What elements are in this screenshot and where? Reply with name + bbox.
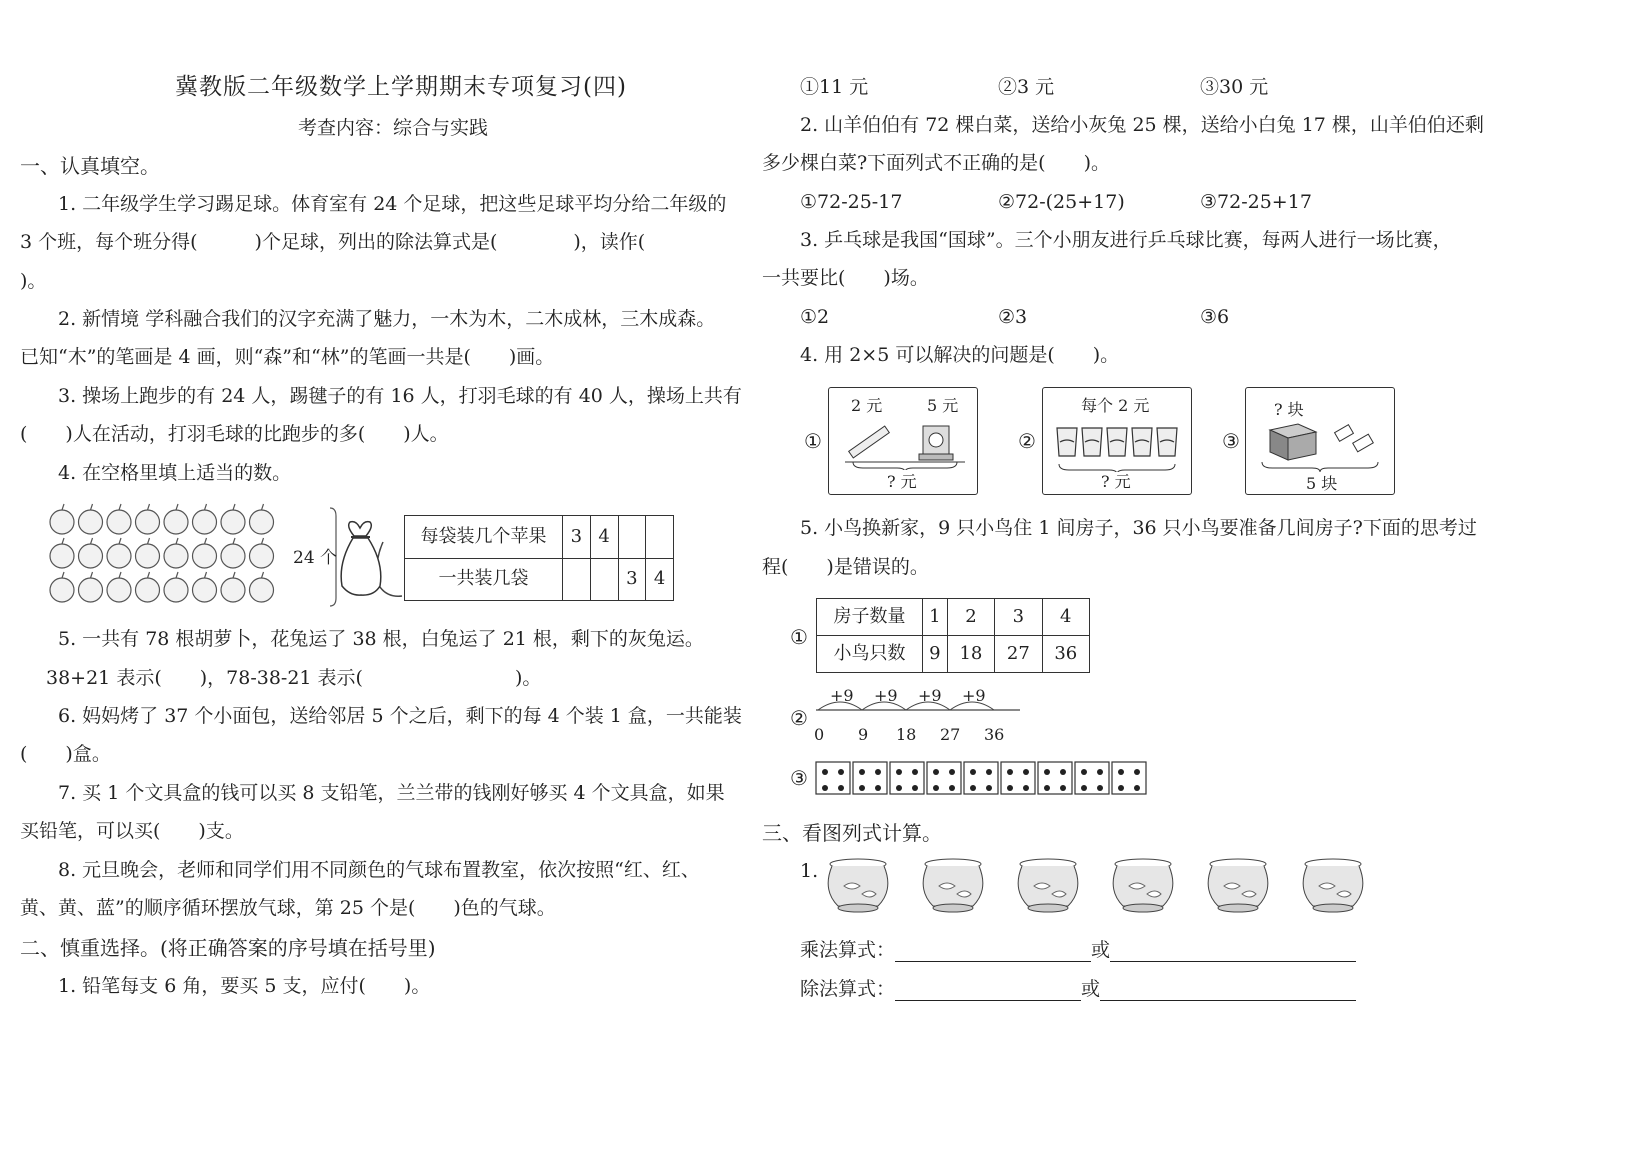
box-bottom-label: 5 块 — [1306, 474, 1338, 493]
table-cell: 2 — [947, 599, 994, 636]
fishbowl-row — [820, 856, 1380, 920]
answer-blank[interactable] — [1100, 980, 1356, 1001]
s2-q2-line2: 多少棵白菜?下面列式不正确的是( )。 — [762, 152, 1111, 174]
apple-icon — [221, 504, 245, 534]
apple-icon — [193, 504, 217, 534]
dot-square — [1112, 762, 1146, 794]
box-bottom-label: ? 元 — [887, 472, 917, 491]
tick-label: 0 — [814, 725, 825, 744]
s2-q2-option[interactable]: ③72-25+17 — [1200, 191, 1312, 213]
dot-square — [816, 762, 850, 794]
tick-label: 9 — [858, 725, 869, 744]
table-cell[interactable] — [563, 558, 591, 601]
s2-q4-text: 4. 用 2×5 可以解决的问题是( )。 — [800, 344, 1120, 366]
apple-icon — [107, 504, 131, 534]
ruler-icon — [849, 426, 890, 458]
s1-q1-line1: 1. 二年级学生学习踢足球。体育室有 24 个足球，把这些足球平均分给二年级的 — [58, 193, 727, 215]
s1-q1-line3: )。 — [20, 270, 47, 292]
box-top-label: 每个 2 元 — [1081, 396, 1150, 415]
dot-square — [1075, 762, 1109, 794]
box-top-label: ? 块 — [1274, 400, 1304, 419]
apple-icon — [250, 504, 274, 534]
s2-q1-option[interactable]: ①11 元 — [800, 76, 869, 98]
s2-q1-option[interactable]: ③30 元 — [1200, 76, 1269, 98]
section2-heading: 二、慎重选择。(将正确答案的序号填在括号里) — [20, 936, 436, 960]
answer-blank[interactable] — [895, 941, 1091, 962]
s1-q6-line1: 6. 妈妈烤了 37 个小面包，送给邻居 5 个之后，剩下的每 4 个装 1 盒，一共能装 — [58, 705, 742, 727]
table-cell: 4 — [1042, 599, 1089, 636]
apple-icon — [136, 538, 160, 568]
s1-q8-line2: 黄、黄、蓝”的顺序循环摆放气球，第 25 个是( )色的气球。 — [20, 897, 556, 919]
s2-q3-option[interactable]: ②3 — [998, 306, 1028, 328]
option-marker[interactable]: ② — [1018, 429, 1036, 453]
s3-q1-number: 1. — [800, 860, 819, 882]
s1-q2-line2: 已知“木”的笔画是 4 画，则“森”和“林”的笔画一共是( )画。 — [20, 346, 555, 368]
apple-table — [404, 515, 674, 601]
div-label-text: 除法算式： — [800, 978, 896, 1000]
dot-square — [1038, 762, 1072, 794]
table-cell: 4 — [590, 516, 618, 559]
fishbowl-icon — [923, 859, 983, 912]
fishbowl-icon — [1113, 859, 1173, 912]
table-cell: 1 — [923, 599, 948, 636]
fishbowl-icon — [1018, 859, 1078, 912]
table-cell: 4 — [646, 558, 674, 601]
table-cell[interactable] — [646, 516, 674, 559]
apple-icon — [164, 538, 188, 568]
apple-icon — [79, 504, 103, 534]
s2-q1-text: 1. 铅笔每支 6 角，要买 5 支，应付( )。 — [58, 975, 431, 997]
s2-q5-line1: 5. 小鸟换新家，9 只小鸟住 1 间房子，36 只小鸟要准备几间房子?下面的思考过 — [800, 517, 1477, 539]
answer-blank[interactable] — [1110, 941, 1356, 962]
table-cell: 3 — [995, 599, 1042, 636]
s2-q3-option[interactable]: ③6 — [1200, 306, 1230, 328]
apple-icon — [193, 572, 217, 602]
dot-squares — [814, 760, 1154, 796]
jump-label: +9 — [918, 686, 942, 705]
dot-square — [1001, 762, 1035, 794]
fishbowl-icon — [1208, 859, 1268, 912]
dot-square — [853, 762, 887, 794]
s2-q2-option[interactable]: ②72-(25+17) — [998, 191, 1125, 213]
table-row-label: 小鸟只数 — [817, 636, 923, 673]
table-row-label: 每袋装几个苹果 — [405, 516, 563, 559]
s1-q5-line1: 5. 一共有 78 根胡萝卜，花兔运了 38 根，白兔运了 21 根，剩下的灰兔运。 — [58, 628, 704, 650]
s2-q3-line2: 一共要比( )场。 — [762, 267, 929, 289]
option-marker[interactable]: ② — [790, 706, 808, 730]
or-text: 或 — [1081, 978, 1101, 1000]
apple-icon — [221, 572, 245, 602]
dot-square — [964, 762, 998, 794]
apple-icon — [164, 504, 188, 534]
bag-icon — [336, 518, 386, 598]
s1-q3-line1: 3. 操场上跑步的有 24 人，踢毽子的有 16 人，打羽毛球的有 40 人，操场上共有 — [58, 385, 742, 407]
cup-icon — [1057, 428, 1177, 456]
table-cell: 18 — [947, 636, 994, 673]
table-cell[interactable] — [618, 516, 646, 559]
option-marker[interactable]: ① — [804, 429, 822, 453]
s1-q7-line1: 7. 买 1 个文具盒的钱可以买 8 支铅笔，兰兰带的钱刚好够买 4 个文具盒，如果 — [58, 782, 725, 804]
table-cell: 3 — [563, 516, 591, 559]
price-label: 5 元 — [927, 396, 959, 415]
apple-icon — [50, 504, 74, 534]
fishbowl-icon — [1303, 859, 1363, 912]
s2-q5-line2: 程( )是错误的。 — [762, 556, 929, 578]
mult-label-text: 乘法算式： — [800, 939, 896, 961]
box-icon — [1270, 424, 1316, 460]
s1-q1-line2: 3 个班，每个班分得( )个足球，列出的除法算式是( )，读作( — [20, 231, 646, 253]
jump-label: +9 — [830, 686, 854, 705]
option-marker[interactable]: ③ — [790, 766, 808, 790]
apple-icon — [107, 572, 131, 602]
price-label: 2 元 — [851, 396, 883, 415]
s2-q2-line1: 2. 山羊伯伯有 72 棵白菜，送给小灰兔 25 棵，送给小白兔 17 棵，山羊伯伯还剩 — [800, 114, 1484, 136]
apple-icon — [79, 572, 103, 602]
apple-icon — [193, 538, 217, 568]
s1-q3-line2: ( )人在活动，打羽毛球的比跑步的多( )人。 — [20, 423, 449, 445]
eraser-icon — [1335, 425, 1374, 452]
table-cell[interactable] — [590, 558, 618, 601]
table-cell: 3 — [618, 558, 646, 601]
s1-q7-line2: 买铅笔，可以买( )支。 — [20, 820, 244, 842]
option-box-3[interactable] — [1245, 387, 1395, 495]
option-marker[interactable]: ① — [790, 625, 808, 649]
page-title: 冀教版二年级数学上学期期末专项复习(四) — [175, 74, 627, 100]
apple-icon — [79, 538, 103, 568]
table-row-label: 一共装几袋 — [405, 558, 563, 601]
page-subtitle: 考查内容：综合与实践 — [298, 117, 489, 139]
s2-q1-option[interactable]: ②3 元 — [998, 76, 1055, 98]
fishbowl-icon — [828, 859, 888, 912]
apple-icon — [136, 572, 160, 602]
jump-label: +9 — [962, 686, 986, 705]
apple-icon — [136, 504, 160, 534]
mult-label — [800, 939, 1356, 962]
apple-icon — [50, 572, 74, 602]
s1-q5-line2: 38+21 表示( )，78-38-21 表示( )。 — [46, 667, 542, 689]
apple-icon — [107, 538, 131, 568]
option-marker[interactable]: ③ — [1222, 429, 1240, 453]
apple-icon — [250, 538, 274, 568]
option-box-1[interactable] — [828, 387, 978, 495]
dot-square — [890, 762, 924, 794]
s1-q6-line2: ( )盒。 — [20, 743, 111, 765]
s1-q4-line1: 4. 在空格里填上适当的数。 — [58, 462, 292, 484]
or-text: 或 — [1091, 939, 1111, 961]
apple-icon — [164, 572, 188, 602]
div-label — [800, 978, 1356, 1001]
s2-q3-line1: 3. 乒乓球是我国“国球”。三个小朋友进行乒乓球比赛，每两人进行一场比赛， — [800, 229, 1452, 251]
apple-count-label: 24 个 — [293, 548, 338, 568]
tick-label: 18 — [896, 725, 917, 744]
tick-label: 27 — [940, 725, 961, 744]
dot-square — [927, 762, 961, 794]
apple-icon — [50, 538, 74, 568]
box-bottom-label: ? 元 — [1101, 472, 1131, 491]
s2-q3-option[interactable]: ①2 — [800, 306, 830, 328]
apple-icon — [221, 538, 245, 568]
pencil-sharpener-icon — [919, 426, 953, 460]
s2-q2-option[interactable]: ①72-25-17 — [800, 191, 903, 213]
bird-table — [816, 598, 1090, 673]
table-cell: 36 — [1042, 636, 1089, 673]
table-row-label: 房子数量 — [817, 599, 923, 636]
jump-label: +9 — [874, 686, 898, 705]
tick-label: 36 — [984, 725, 1005, 744]
s1-q2-line1: 2. 新情境 学科融合我们的汉字充满了魅力，一木为木，二木成林，三木成森。 — [58, 308, 716, 330]
table-cell: 27 — [995, 636, 1042, 673]
section3-heading: 三、看图列式计算。 — [762, 821, 942, 845]
section1-heading: 一、认真填空。 — [20, 154, 160, 178]
apple-icon — [250, 572, 274, 602]
answer-blank[interactable] — [895, 980, 1081, 1001]
table-cell: 9 — [923, 636, 948, 673]
option-box-2[interactable] — [1042, 387, 1192, 495]
s1-q8-line1: 8. 元旦晚会，老师和同学们用不同颜色的气球布置教室，依次按照“红、红、 — [58, 859, 700, 881]
